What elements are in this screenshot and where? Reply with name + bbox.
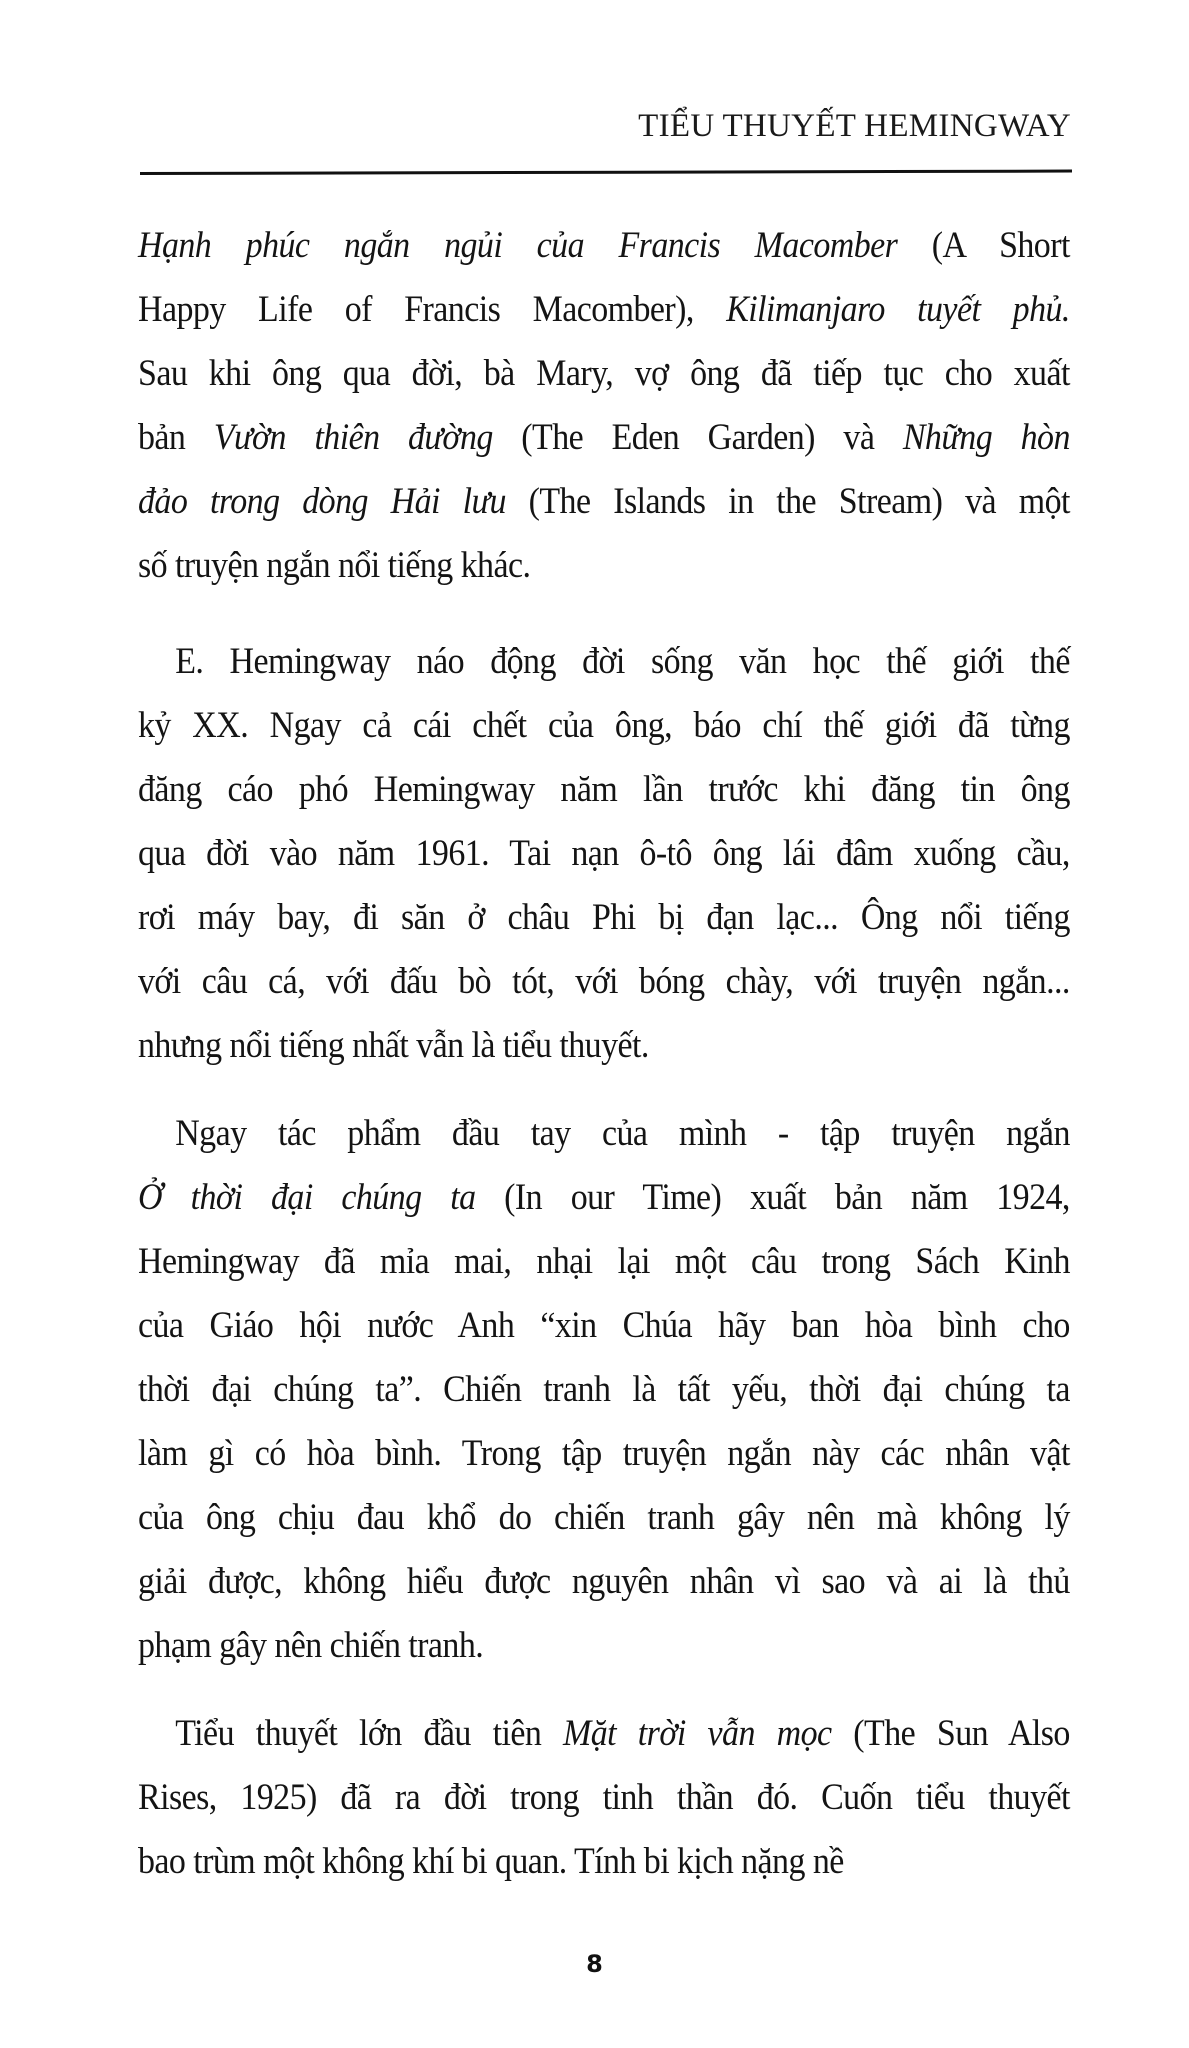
text-run: thời đại chúng ta”. Chiến tranh là tất yếu, thời đại chúng ta — [138, 1368, 1070, 1409]
text-line — [138, 1421, 1070, 1485]
text-run: (A Short — [897, 224, 1070, 265]
text-line — [138, 757, 1070, 821]
text-run: Ngay tác phẩm đầu tay của mình - tập truyện ngắn — [175, 1112, 1070, 1153]
text-line — [138, 1765, 1070, 1829]
text-line — [138, 1229, 1070, 1293]
paragraph-gap — [138, 1077, 1070, 1101]
text-run: Rises, 1925) đã ra đời trong tinh thần đó. Cuốn tiểu thuyết — [138, 1776, 1070, 1817]
italic-title: Kilimanjaro tuyết phủ. — [726, 288, 1070, 329]
text-run: với câu cá, với đấu bò tót, với bóng chày, với truyện ngắn... — [138, 960, 1070, 1001]
text-line — [138, 885, 1070, 949]
paragraph — [138, 629, 1070, 1077]
text-line — [138, 277, 1070, 341]
text-run: (The Islands in the Stream) và một — [505, 480, 1070, 521]
italic-title: đảo trong dòng Hải lưu — [138, 480, 506, 521]
text-run: (In our Time) xuất bản năm 1924, — [475, 1176, 1070, 1217]
text-run: rơi máy bay, đi săn ở châu Phi bị đạn lạc... Ông nổi tiếng — [138, 896, 1070, 937]
text-line — [138, 1701, 1070, 1765]
text-line — [138, 1549, 1070, 1613]
text-line — [138, 213, 1070, 277]
header-rule — [140, 170, 1072, 175]
text-line — [138, 1485, 1070, 1549]
text-run: Tiểu thuyết lớn đầu tiên — [175, 1712, 564, 1753]
text-line — [138, 629, 1070, 693]
text-run: (The Eden Garden) và — [492, 416, 903, 457]
text-line — [138, 341, 1070, 405]
text-run: (The Sun Also — [831, 1712, 1070, 1753]
text-run: kỷ XX. Ngay cả cái chết của ông, báo chí thế giới đã từng — [138, 704, 1070, 745]
text-line — [138, 533, 1070, 597]
text-line — [138, 1613, 1070, 1677]
text-line — [138, 1013, 1070, 1077]
text-line — [138, 821, 1070, 885]
paragraph-gap — [138, 597, 1070, 629]
text-line — [138, 1829, 1070, 1893]
text-run: Hemingway đã mỉa mai, nhại lại một câu trong Sách Kinh — [138, 1240, 1070, 1281]
text-line — [138, 1357, 1070, 1421]
text-run: bản — [138, 416, 214, 457]
text-run: làm gì có hòa bình. Trong tập truyện ngắn này các nhân vật — [138, 1432, 1070, 1473]
text-run: qua đời vào năm 1961. Tai nạn ô-tô ông lái đâm xuống cầu, — [138, 832, 1070, 873]
text-run: Happy Life of Francis Macomber), — [138, 288, 727, 329]
running-header-title: TIỂU THUYẾT HEMINGWAY — [638, 108, 1071, 144]
italic-title: Mặt trời vẫn mọc — [563, 1712, 832, 1753]
text-run: bao trùm một không khí bi quan. Tính bi kịch nặng nề — [138, 1840, 844, 1881]
text-line — [138, 1165, 1070, 1229]
text-line — [138, 1101, 1070, 1165]
text-run: nhưng nổi tiếng nhất vẫn là tiểu thuyết. — [138, 1024, 649, 1065]
text-run: phạm gây nên chiến tranh. — [138, 1624, 484, 1665]
text-run: E. Hemingway náo động đời sống văn học thế giới thế — [175, 640, 1070, 681]
text-line — [138, 949, 1070, 1013]
text-run: giải được, không hiểu được nguyên nhân vì sao và ai là thủ — [138, 1560, 1070, 1601]
text-run: số truyện ngắn nổi tiếng khác. — [138, 544, 531, 585]
paragraph-gap — [138, 1677, 1070, 1701]
page-number: 8 — [586, 1950, 603, 1978]
text-line — [138, 405, 1070, 469]
paragraph — [138, 213, 1070, 597]
body-text — [138, 213, 1070, 1893]
text-line — [138, 1293, 1070, 1357]
text-run: của ông chịu đau khổ do chiến tranh gây nên mà không lý — [138, 1496, 1070, 1537]
text-line — [138, 693, 1070, 757]
italic-title: Ở thời đại chúng ta — [138, 1176, 476, 1217]
text-run: Sau khi ông qua đời, bà Mary, vợ ông đã tiếp tục cho xuất — [138, 352, 1070, 393]
paragraph — [138, 1101, 1070, 1677]
text-line — [138, 469, 1070, 533]
text-run: của Giáo hội nước Anh “xin Chúa hãy ban hòa bình cho — [138, 1304, 1070, 1345]
italic-title: Những hòn — [902, 416, 1070, 457]
italic-title: Vườn thiên đường — [213, 416, 493, 457]
italic-title: Hạnh phúc ngắn ngủi của Francis Macomber — [138, 224, 898, 265]
text-run: đăng cáo phó Hemingway năm lần trước khi đăng tin ông — [138, 768, 1070, 809]
paragraph — [138, 1701, 1070, 1893]
